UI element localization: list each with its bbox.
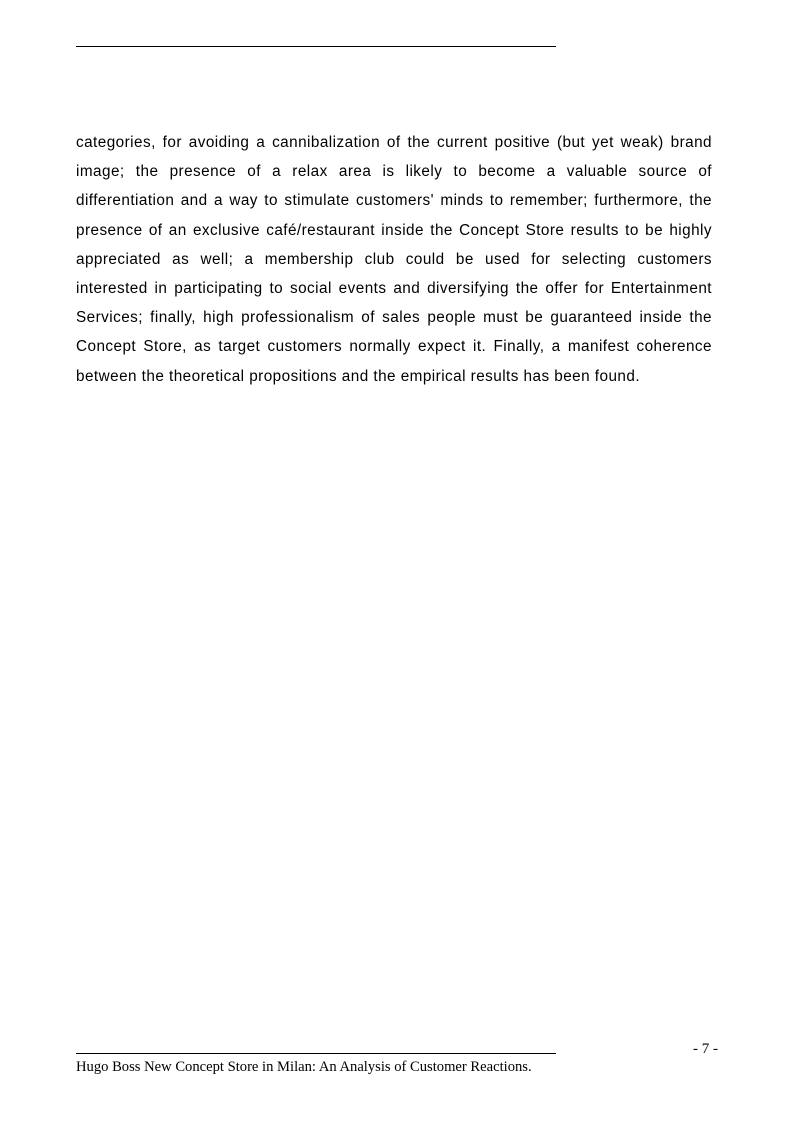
header-divider — [76, 46, 556, 47]
footer-divider — [76, 1053, 556, 1054]
body-paragraph: categories, for avoiding a cannibalization of the current positive (but yet weak) brand image; the presence of a relax area is likely to become a valuable source of differentiation and a way to stimulate customers' minds to remember; furthermore, the presence of an exclusive café/restaurant inside the Concept Store results to be highly appreciated as well; a membership club could be used for selecting customers interested in participating to social events and diversifying the offer for Entertainment Services; finally, high professionalism of sales people must be guaranteed inside the Concept Store, as target customers normally expect it. Finally, a manifest coherence between the theoretical propositions and the empirical results has been found. — [76, 134, 712, 385]
footer-title: Hugo Boss New Concept Store in Milan: An Analysis of Customer Reactions. — [76, 1059, 532, 1075]
page-number: - 7 - — [693, 1041, 718, 1057]
